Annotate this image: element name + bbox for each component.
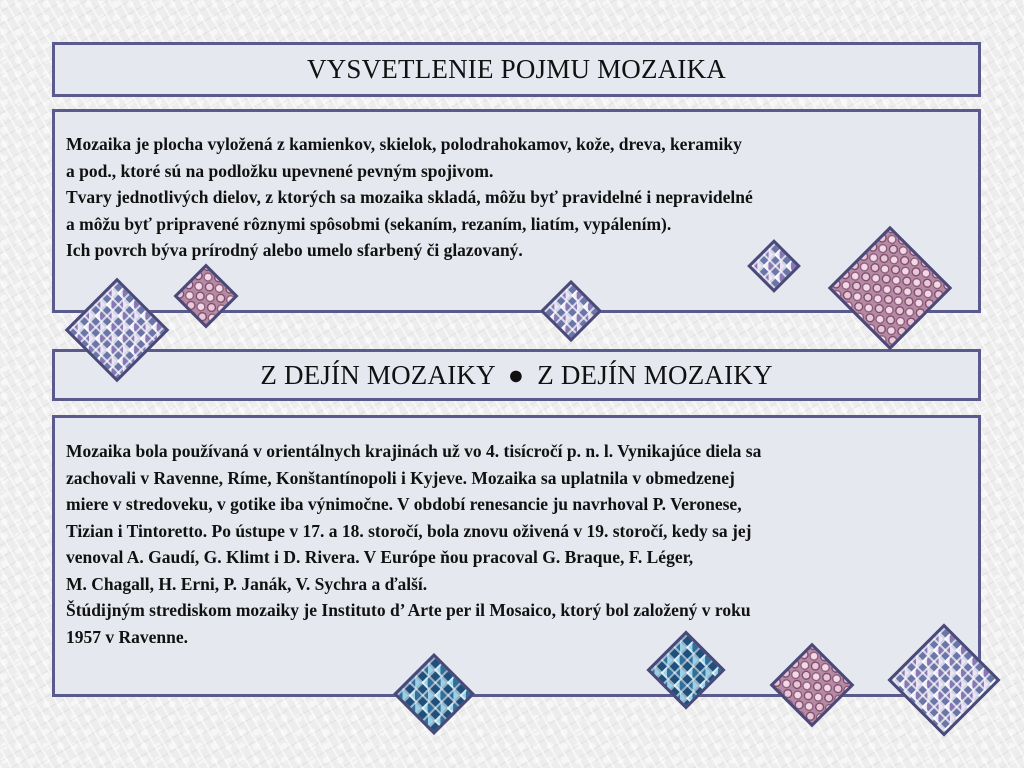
section2-text-box	[52, 415, 981, 697]
section2-line-1: Mozaika bola používaná v orientálnych krajinách už vo 4. tisícročí p. n. l. Vynikajúce diela sa	[66, 441, 762, 461]
section2-title	[260, 360, 772, 391]
section1-line-1: Mozaika je plocha vyložená z kamienkov, skielok, polodrahokamov, kože, dreva, keramiky	[66, 134, 742, 154]
section1-line-2: a pod., ktoré sú na podložku upevnené pevným spojivom.	[66, 160, 494, 181]
section2-line-2: zachovali v Ravenne, Ríme, Konštantínopoli i Kyjeve. Mozaika sa uplatnila v obmedzenej	[66, 467, 735, 488]
section1-title-box	[52, 42, 981, 97]
section1-line-5: Ich povrch býva prírodný alebo umelo sfarbený či glazovaný.	[66, 240, 523, 260]
section2-line-4: Tizian i Tintoretto. Po ústupe v 17. a 18. storočí, bola znovu oživená v 19. storočí, kedy sa jej	[66, 520, 752, 541]
section2-line-8: 1957 v Ravenne.	[66, 626, 189, 647]
section2-title-left: Z DEJÍN MOZAIKY	[260, 359, 495, 390]
section2-text	[66, 438, 761, 650]
section1-line-4: a môžu byť pripravené rôznymi spôsobmi (sekaním, rezaním, liatím, vypálením).	[66, 213, 672, 234]
section1-line-3: Tvary jednotlivých dielov, z ktorých sa mozaika skladá, môžu byť pravidelné i nepravidelné	[66, 187, 753, 207]
section1-text	[66, 131, 753, 264]
section2-line-3: miere v stredoveku, v gotike iba výnimočne. V období renesancie ju navrhoval P. Veronese,	[66, 494, 742, 514]
bullet-separator: ●	[507, 359, 525, 390]
section2-line-5: venoval A. Gaudí, G. Klimt i D. Rivera. V Európe ňou pracoval G. Braque, F. Léger,	[66, 547, 694, 567]
section1-title: VYSVETLENIE POJMU MOZAIKA	[307, 54, 726, 84]
section2-line-6: M. Chagall, H. Erni, P. Janák, V. Sychra a ďalší.	[66, 573, 428, 594]
section2-title-box	[52, 349, 981, 401]
section2-line-7: Štúdijným strediskom mozaiky je Instituto d’ Arte per il Mosaico, ktorý bol založený v roku	[66, 600, 751, 620]
section2-title-right: Z DEJÍN MOZAIKY	[537, 359, 773, 390]
